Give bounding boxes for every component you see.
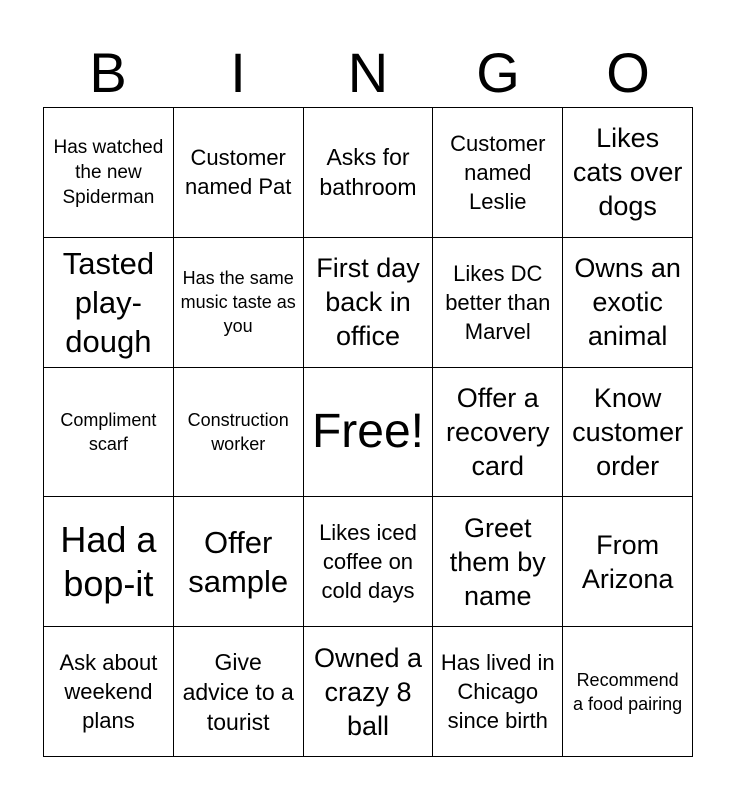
header-letter-n: N xyxy=(347,41,389,104)
bingo-cell[interactable] xyxy=(174,627,304,757)
cell-text: First day back in office xyxy=(316,253,420,352)
bingo-cell[interactable] xyxy=(433,368,563,498)
bingo-cell[interactable] xyxy=(563,108,693,238)
bingo-cell[interactable] xyxy=(44,108,174,238)
header-letter-g: G xyxy=(476,41,520,104)
bingo-cell[interactable] xyxy=(304,238,434,368)
cell-text: Ask about weekend plans xyxy=(59,650,158,734)
bingo-cell[interactable] xyxy=(433,627,563,757)
cell-text: Tasted play-dough xyxy=(62,245,155,359)
cell-text: Offer a recovery card xyxy=(446,382,550,481)
cell-text: Has the same music taste as you xyxy=(180,268,296,337)
cell-text: Owns an exotic animal xyxy=(574,253,681,352)
cell-text: Asks for bathroom xyxy=(319,144,417,201)
bingo-cell[interactable] xyxy=(174,108,304,238)
bingo-cell[interactable] xyxy=(433,108,563,238)
bingo-cell[interactable] xyxy=(563,627,693,757)
bingo-cell[interactable] xyxy=(304,627,434,757)
bingo-cell[interactable] xyxy=(563,238,693,368)
cell-text: Construction worker xyxy=(187,409,289,454)
bingo-header xyxy=(43,38,693,108)
cell-text: Customer named Leslie xyxy=(450,130,546,214)
bingo-cell[interactable] xyxy=(174,238,304,368)
free-space-text: Free! xyxy=(311,404,424,458)
cell-text: From Arizona xyxy=(581,529,674,594)
cell-text: Customer named Pat xyxy=(184,145,292,200)
cell-text: Likes DC better than Marvel xyxy=(445,260,551,344)
header-letter-i: I xyxy=(230,41,246,104)
cell-text: Owned a crazy 8 ball xyxy=(313,642,423,741)
bingo-cell[interactable] xyxy=(174,497,304,627)
bingo-cell[interactable] xyxy=(433,497,563,627)
bingo-cell[interactable] xyxy=(44,368,174,498)
bingo-cell[interactable] xyxy=(304,497,434,627)
bingo-cell[interactable] xyxy=(44,497,174,627)
cell-text: Give advice to a tourist xyxy=(182,648,294,735)
cell-text: Has lived in Chicago since birth xyxy=(440,650,555,734)
bingo-cell[interactable] xyxy=(563,368,693,498)
cell-text: Likes cats over dogs xyxy=(572,123,683,222)
bingo-cell[interactable] xyxy=(44,238,174,368)
bingo-grid xyxy=(43,107,693,757)
bingo-cell[interactable] xyxy=(174,368,304,498)
cell-text: Has watched the new Spiderman xyxy=(53,136,164,208)
cell-text: Greet them by name xyxy=(449,512,546,611)
bingo-cell[interactable] xyxy=(563,497,693,627)
cell-text: Recommend a food pairing xyxy=(573,669,683,714)
cell-text: Compliment scarf xyxy=(60,409,157,454)
cell-text: Offer sample xyxy=(188,524,289,599)
cell-text: Likes iced coffee on cold days xyxy=(319,520,417,604)
header-letter-o: O xyxy=(606,41,650,104)
cell-text: Had a bop-it xyxy=(60,518,157,604)
header-letter-b: B xyxy=(89,41,127,104)
bingo-cell[interactable] xyxy=(304,108,434,238)
bingo-cell-free[interactable] xyxy=(304,368,434,498)
bingo-cell[interactable] xyxy=(44,627,174,757)
cell-text: Know customer order xyxy=(572,382,684,481)
bingo-cell[interactable] xyxy=(433,238,563,368)
